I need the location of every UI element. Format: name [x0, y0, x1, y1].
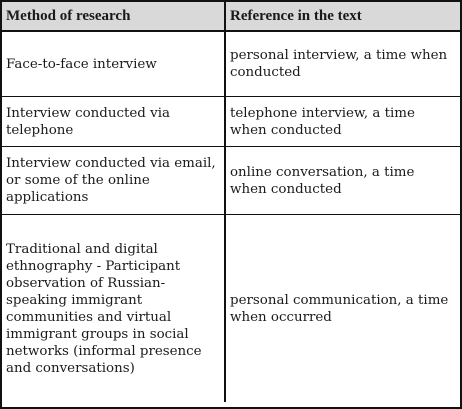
row-4-method: Traditional and digital ethnography - Participant observation of Russian-speaking immigrant communities and virtual immigrant groups in social networks (informal presence and conversations) [2, 215, 226, 402]
row-1-method: Face-to-face interview [2, 32, 226, 97]
row-2-method: Interview conducted via telephone [2, 97, 226, 147]
header-method-of-research: Method of research [2, 2, 226, 32]
row-4-reference: personal communication, a time when occurred [230, 292, 449, 325]
row-3-reference: online conversation, a time when conducted [226, 147, 460, 215]
header-reference-in-text: Reference in the text [226, 2, 460, 32]
row-1-reference: personal interview, a time when conducted [226, 32, 460, 97]
row-2-reference: telephone interview, a time when conducted [226, 97, 460, 147]
row-3-method: Interview conducted via email, or some of the online applications [2, 147, 226, 215]
